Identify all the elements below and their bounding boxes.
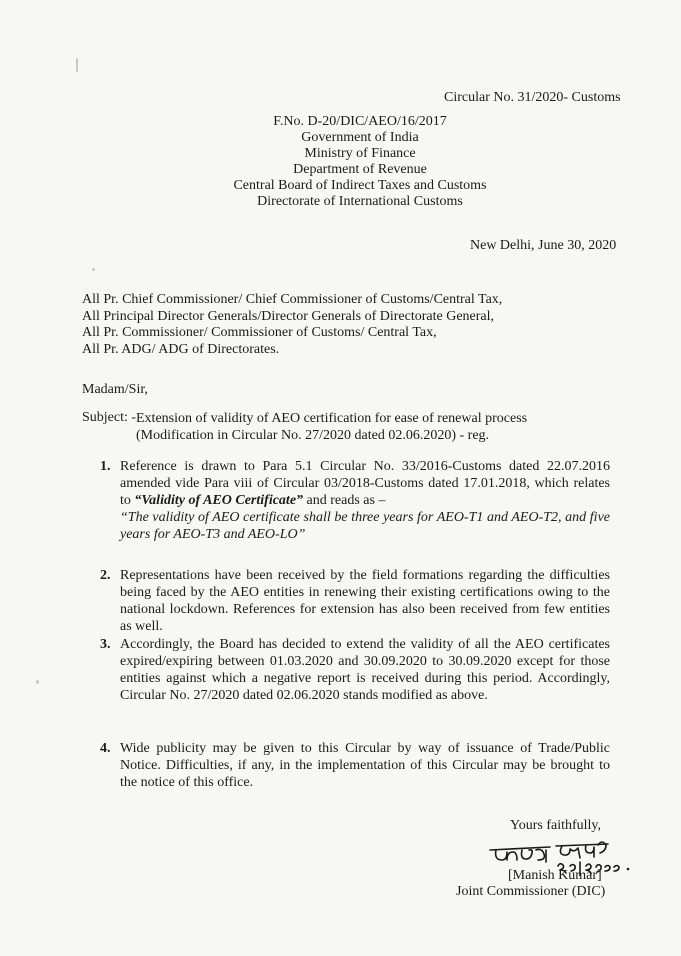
addressee-line: All Pr. Commissioner/ Commissioner of Customs/ Central Tax, <box>82 325 437 340</box>
paragraph-number: 4. <box>100 741 111 756</box>
signatory-designation: Joint Commissioner (DIC) <box>456 884 606 899</box>
signatory-name: [Manish Kumar] <box>508 868 602 883</box>
addressee-line: All Pr. ADG/ ADG of Directorates. <box>82 341 280 357</box>
header-line-department: Department of Revenue <box>293 162 427 177</box>
paragraph-text: and reads as – <box>303 493 386 508</box>
paragraph-number: 2. <box>100 568 111 583</box>
header-line-ministry: Ministry of Finance <box>304 146 416 161</box>
paragraph-text: Representations have been received by the field formations regarding the difficulties being faced by the AEO entities in renewing their existing certifications owing to the national lockdown. References for extension has also been received from few entities as well. <box>120 568 610 634</box>
paragraph-number: 3. <box>100 637 111 652</box>
subject-text: Extension of validity of AEO certification for ease of renewal process (Modification in Circular No. 27/2020 dated 02.06.2020) - reg. <box>136 411 528 443</box>
subject-label: Subject: - <box>82 410 137 425</box>
paragraph-text: Accordingly, the Board has decided to extend the validity of all the AEO certificates expired/expiring between 01.03.2020 and 30.09.2020 to 30.09.2020 except for those entities against which a negative report is received during this period. Accordingly, Circular No. 27/2020 dated 02.06.2020 stands modified as above. <box>120 637 610 703</box>
paragraph-1 <box>100 458 610 543</box>
paragraph-4 <box>100 740 610 791</box>
file-number: F.No. D-20/DIC/AEO/16/2017 <box>273 114 447 129</box>
circular-number: Circular No. 31/2020- Customs <box>444 90 621 105</box>
closing: Yours faithfully, <box>510 818 602 833</box>
scan-speck <box>92 268 95 271</box>
scan-speck <box>36 680 39 684</box>
paragraph-number: 1. <box>100 459 111 474</box>
addressee-line: All Pr. Chief Commissioner/ Chief Commissioner of Customs/Central Tax, <box>82 292 503 307</box>
place-and-date: New Delhi, June 30, 2020 <box>470 238 617 253</box>
quoted-provision: “The validity of AEO certificate shall be three years for AEO-T1 and AEO-T2, and five years for AEO-T3 and AEO-LO” <box>120 510 610 542</box>
paragraph-text: Wide publicity may be given to this Circular by way of issuance of Trade/Public Notice. Difficulties, if any, in the implementation of this Circular may be brought to the notice of this office. <box>120 741 610 790</box>
paragraph-2 <box>100 567 610 635</box>
header-line-board: Central Board of Indirect Taxes and Customs <box>233 178 487 193</box>
header-line-government: Government of India <box>301 130 419 145</box>
addressee-line: All Principal Director Generals/Director Generals of Directorate General, <box>82 308 495 324</box>
paragraph-text: Reference is drawn to Para 5.1 Circular No. 33/2016-Customs dated 22.07.2016 amended vide Para viii of Circular 03/2018-Customs dated 17.01.2018, which relates to <box>120 459 610 508</box>
scan-mark <box>76 58 78 72</box>
header-line-directorate: Directorate of International Customs <box>257 194 463 209</box>
salutation: Madam/Sir, <box>82 382 148 397</box>
addressee-list <box>82 292 502 358</box>
emphasis-validity: “Validity of AEO Certificate” <box>134 493 304 508</box>
paragraph-3 <box>100 636 610 704</box>
letterhead <box>160 114 560 210</box>
